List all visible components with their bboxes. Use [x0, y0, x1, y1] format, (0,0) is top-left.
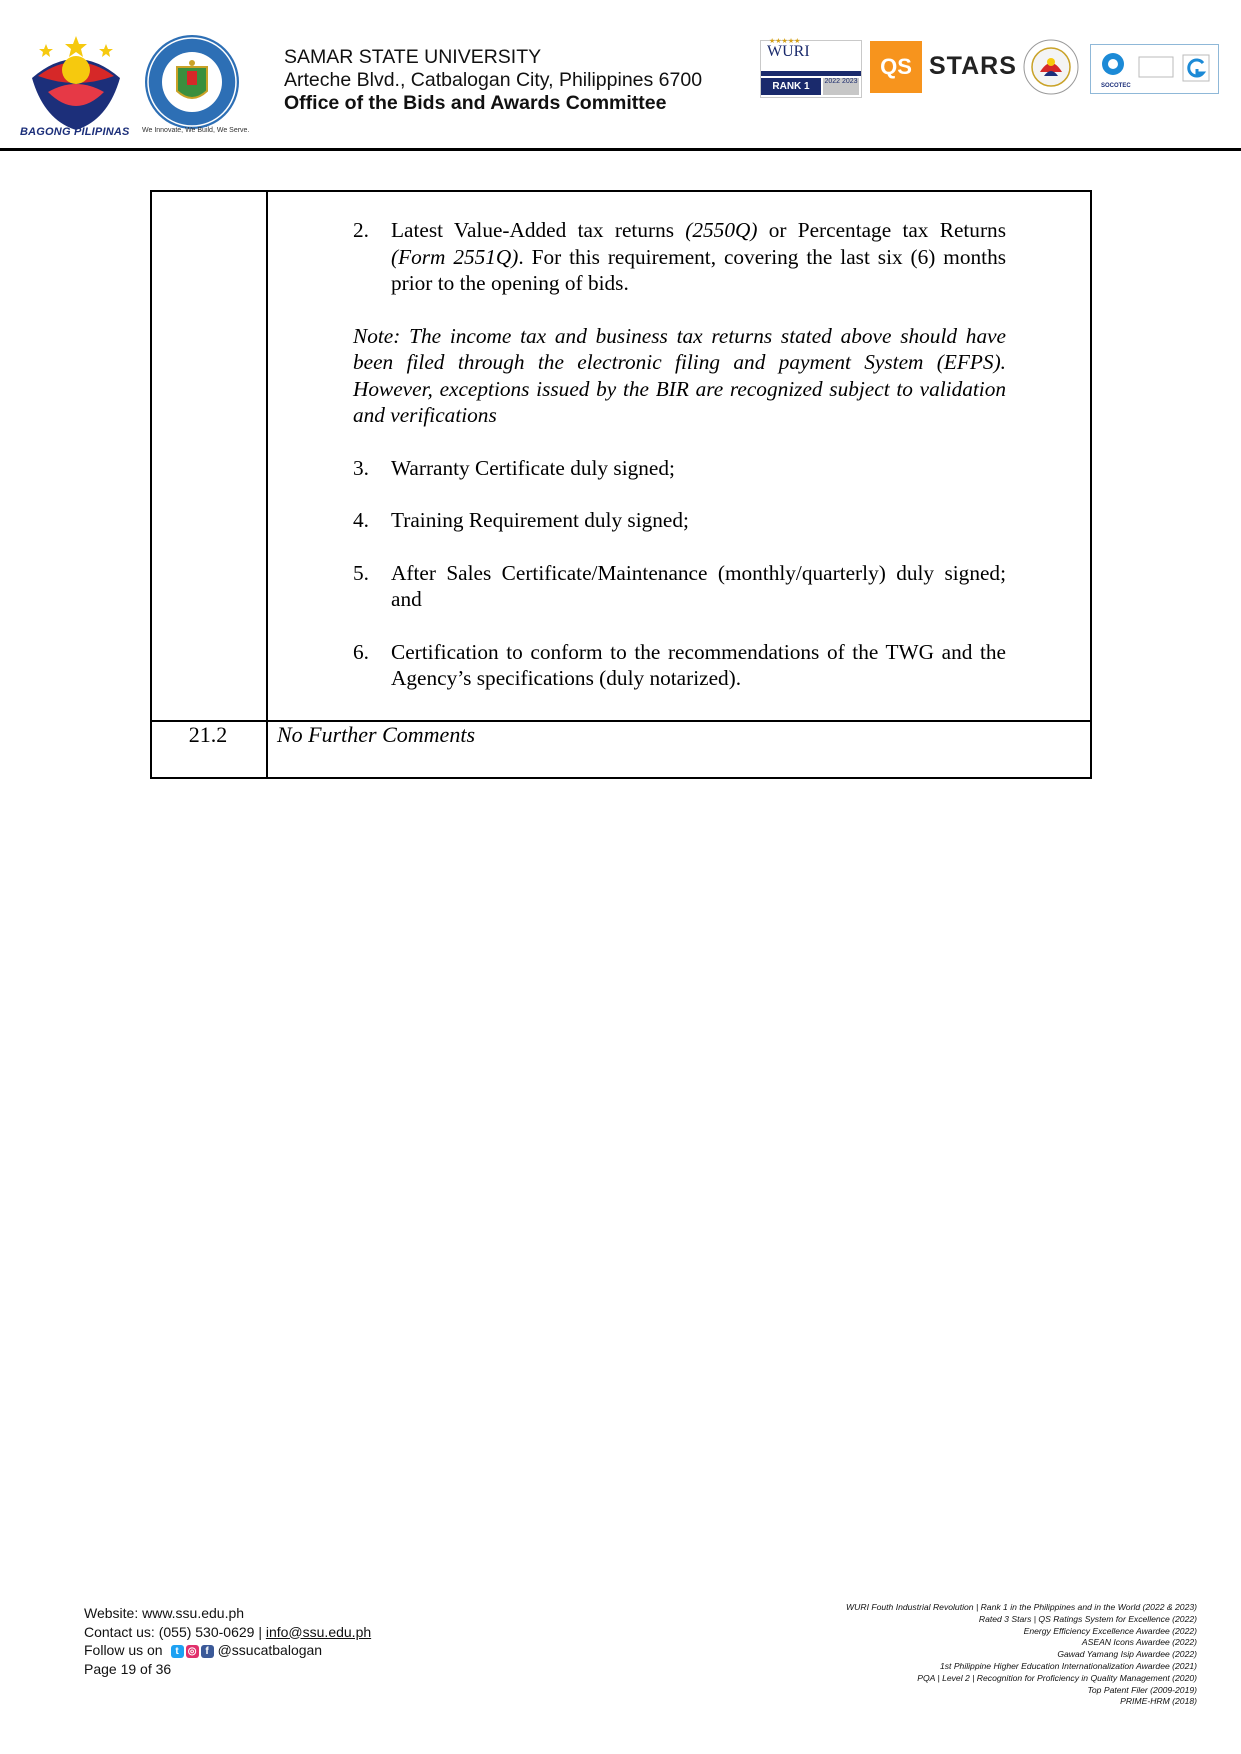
award-line: PRIME-HRM (2018) [1120, 1696, 1197, 1707]
list-item [353, 639, 1006, 692]
item-number: 3. [353, 455, 369, 480]
wurj-stars-icon: ★★★★★ [769, 37, 801, 45]
clause-number: 21.2 [188, 722, 228, 747]
socotec-icon [1091, 45, 1218, 93]
wurj-years: 2022 2023 [823, 78, 859, 95]
footer-follow: Follow us on t ◎ f @ssucatbalogan [84, 1642, 323, 1658]
university-name: SAMAR STATE UNIVERSITY [284, 46, 542, 68]
wurj-rank-badge [760, 37, 862, 98]
ssu-tagline: We Innovate, We Build, We Serve. [142, 127, 250, 134]
item-text: Latest Value-Added tax returns (2550Q) or Percentage tax Returns (Form 2551Q). For this requirement, covering the last six (6) months prior to the opening of bids. [391, 218, 1007, 295]
requirements-list [353, 217, 1006, 718]
footer-awards [846, 1602, 1197, 1708]
award-line: 1st Philippine Higher Education Internationalization Awardee (2021) [939, 1660, 1197, 1671]
header-rule [0, 148, 1241, 151]
item-number: 4. [353, 508, 369, 532]
table-column-divider [266, 192, 268, 777]
footer-website: Website: www.ssu.edu.ph [84, 1605, 245, 1621]
wurj-name: WURI [767, 43, 810, 60]
award-line: PQA | Level 2 | Recognition for Proficiency in Quality Management (2020) [917, 1672, 1197, 1683]
qs-logo: QS [870, 41, 922, 93]
footer-contact-line: Contact us: (055) 530-0629 | info@ssu.edu.ph [84, 1623, 372, 1640]
facebook-icon[interactable]: f [201, 1645, 214, 1658]
list-item [353, 560, 1006, 613]
item-number: 6. [353, 639, 369, 664]
award-line: Gawad Yamang Isip Awardee (2022) [1057, 1649, 1197, 1660]
wurj-band [761, 71, 861, 76]
ssu-seal-logo [143, 33, 241, 131]
footer-contact [84, 1604, 371, 1678]
bagong-pilipinas-text: BAGONG PILIPINAS [20, 126, 130, 138]
instagram-icon[interactable]: ◎ [186, 1645, 199, 1658]
item-text: Training Requirement duly signed; [391, 508, 689, 532]
university-address: Arteche Blvd., Catbalogan City, Philippines 6700 [284, 69, 703, 91]
social-icons [171, 1645, 214, 1658]
award-line: ASEAN Icons Awardee (2022) [1081, 1637, 1197, 1648]
item-text: Certification to conform to the recommendations of the TWG and the Agency’s specifications (duly notarized). [391, 639, 1006, 690]
qs-stars-text: STARS [929, 52, 1017, 80]
award-line: Rated 3 Stars | QS Ratings System for Excellence (2022) [978, 1613, 1197, 1624]
socotec-label: SOCOTEC [1101, 83, 1131, 89]
item-number: 2. [353, 218, 369, 242]
award-line: Top Patent Filer (2009-2019) [1087, 1684, 1197, 1695]
list-item [353, 455, 1006, 482]
item-text: Warranty Certificate duly signed; [391, 455, 675, 480]
excellence-seal-logo [1022, 38, 1080, 96]
office-name: Office of the Bids and Awards Committee [284, 92, 667, 114]
socotec-iso-badge [1090, 44, 1219, 94]
clause-comment: No Further Comments [277, 722, 475, 747]
award-line: Energy Efficiency Excellence Awardee (2022) [1023, 1625, 1197, 1636]
item-number: 5. [353, 560, 369, 585]
item-text: After Sales Certificate/Maintenance (monthly/quarterly) duly signed; and [391, 560, 1006, 611]
list-item [353, 217, 1006, 297]
page-number: Page 19 of 36 [84, 1660, 172, 1677]
tax-note: Note: The income tax and business tax returns stated above should have been filed through the electronic filing and payment System (EFPS). However, exceptions issued by the BIR are recognized subject to validation and verifications [353, 323, 1006, 427]
wurj-rank: RANK 1 [761, 78, 821, 95]
letterhead [0, 0, 1241, 152]
list-item [353, 507, 1006, 534]
social-handle: @ssucatbalogan [217, 1642, 323, 1658]
twitter-icon[interactable]: t [171, 1645, 184, 1658]
letterhead-text [284, 46, 702, 115]
bagong-pilipinas-logo [18, 30, 134, 140]
award-line: WURI Fouth Industrial Revolution | Rank 1 in the Philippines and in the World (2022 & 2023) [846, 1602, 1197, 1612]
email-link[interactable]: info@ssu.edu.ph [265, 1623, 372, 1640]
